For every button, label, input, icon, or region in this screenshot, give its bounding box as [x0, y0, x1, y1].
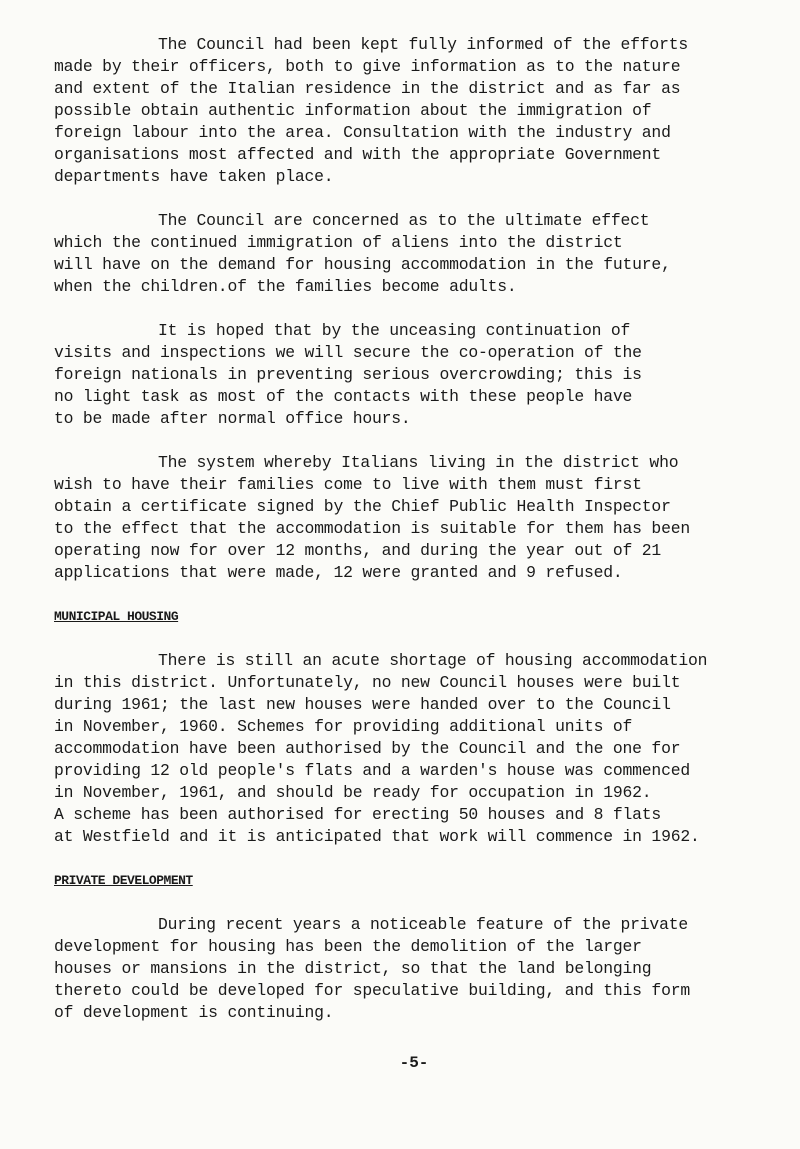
paragraph-council-concerned: The Council are concerned as to the ultimate effect which the continued immigration of aliens into the district will have on the demand for housing accommodation in the future, when the children.of the families become adults. [54, 211, 671, 296]
page-number: -5- [399, 1054, 429, 1072]
paragraph-private-development: During recent years a noticeable feature of the private development for housing has been the demolition of the larger houses or mansions in the district, so that the land belonging thereto could be developed for speculative building, and this form of development is continuing. [54, 915, 690, 1022]
paragraph-certificate-system: The system whereby Italians living in the district who wish to have their families come to live with them must first obtain a certificate signed by the Chief Public Health Inspector to the effect that the accommodation is suitable for them has been operating now for over 12 months, and during the year out of 21 applications that were made, 12 were granted and 9 refused. [54, 453, 690, 582]
paragraph-council-informed: The Council had been kept fully informed of the efforts made by their officers, both to give information as to the nature and extent of the Italian residence in the district and as far as possible obtain authentic information about the immigration of foreign labour into the area. Consultation with the industry and organisations most affected and with the appropriate Government departments have taken place. [54, 35, 688, 186]
document-page [54, 34, 754, 1072]
paragraph-inspections: It is hoped that by the unceasing continuation of visits and inspections we will secure the co-operation of the foreign nationals in preventing serious overcrowding; this is no light task as most of the contacts with these people have to be made after normal office hours. [54, 321, 642, 428]
heading-private-development: PRIVATE DEVELOPMENT [54, 873, 193, 888]
heading-municipal-housing: MUNICIPAL HOUSING [54, 609, 179, 624]
paragraph-housing-shortage: There is still an acute shortage of housing accommodation in this district. Unfortunately, no new Council houses were built during 1961; the last new houses were handed over to the Council in November, 1960. Schemes for providing additional units of accommodation have been authorised by the Council and the one for providing 12 old people's flats and a warden's house was commenced in November, 1961, and should be ready for occupation in 1962. A scheme has been authorised for erecting 50 houses and 8 flats at Westfield and it is anticipated that work will commence in 1962. [54, 651, 708, 846]
